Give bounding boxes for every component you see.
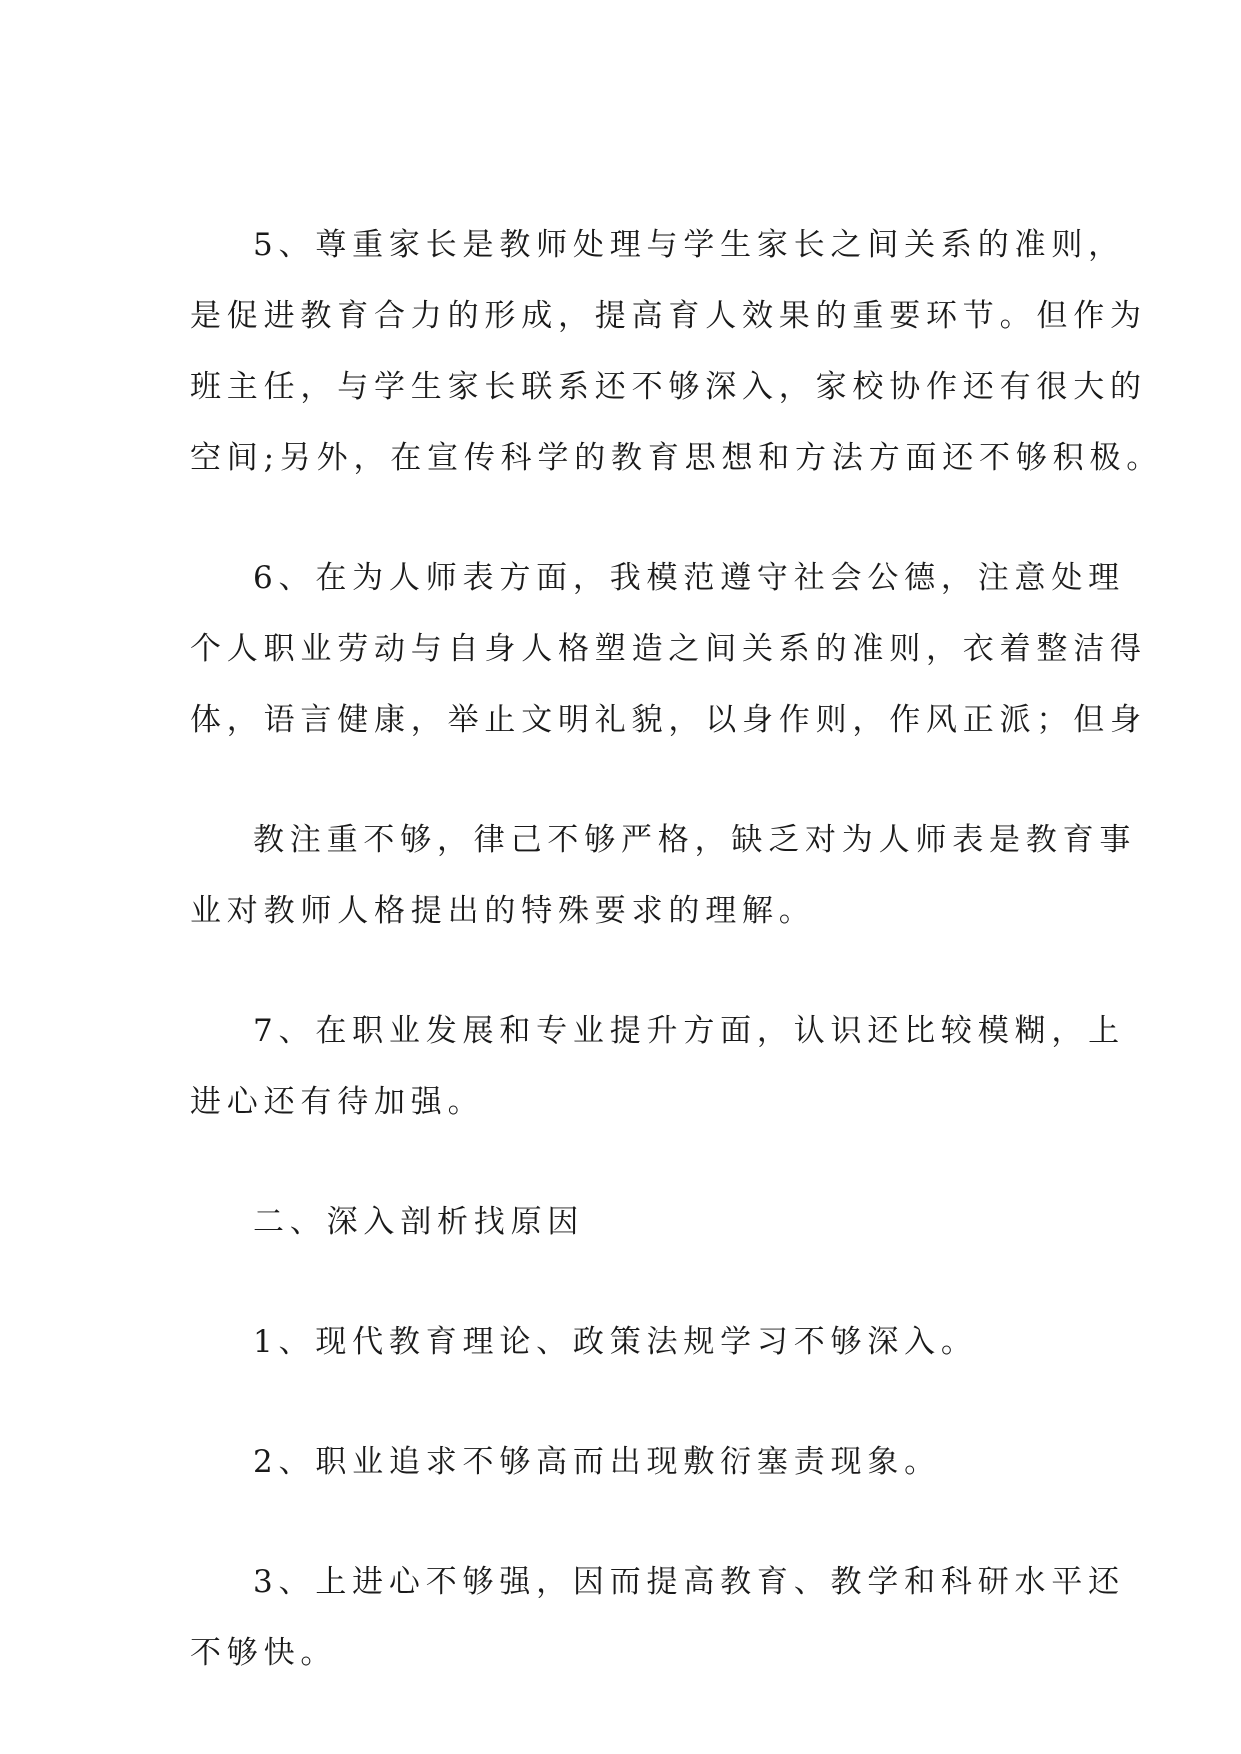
text-line: 进心还有待加强。 [190,1084,485,1120]
text-line: 班主任，与学生家长联系还不够深入，家校协作还有很大的 [190,369,1147,405]
text-line: 5、尊重家长是教师处理与学生家长之间关系的准则， [253,227,1125,263]
text-line: 空间;另外，在宣传科学的教育思想和方法方面还不够积极。 [190,440,1164,476]
text-line: 1、现代教育理论、政策法规学习不够深入。 [253,1324,978,1360]
text-line: 教注重不够，律己不够严格，缺乏对为人师表是教育事 [253,822,1137,858]
text-line: 是促进教育合力的形成，提高育人效果的重要环节。但作为 [190,298,1147,334]
text-line: 6、在为人师表方面，我模范遵守社会公德，注意处理 [253,560,1125,596]
text-line: 2、职业追求不够高而出现敷衍塞责现象。 [253,1444,941,1480]
text-line: 3、上进心不够强，因而提高教育、教学和科研水平还 [253,1564,1125,1600]
text-line: 不够快。 [190,1635,338,1671]
text-line: 体，语言健康，举止文明礼貌，以身作则，作风正派；但身 [190,702,1147,738]
text-line: 7、在职业发展和专业提升方面，认识还比较模糊，上 [253,1013,1125,1049]
heading-line: 二、深入剖析找原因 [253,1204,585,1240]
text-line: 业对教师人格提出的特殊要求的理解。 [190,893,816,929]
text-line: 个人职业劳动与自身人格塑造之间关系的准则，衣着整洁得 [190,631,1147,667]
